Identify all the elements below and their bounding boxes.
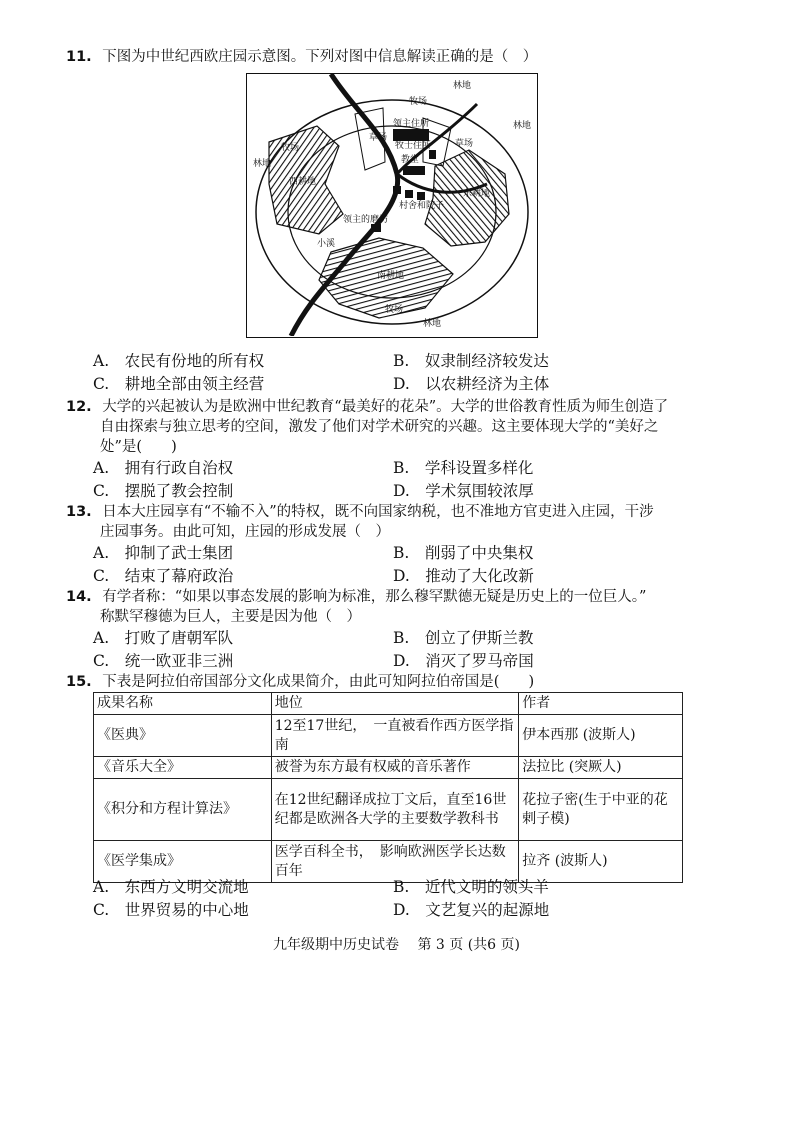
priest-house [403, 166, 425, 175]
q14-line-1 [66, 587, 646, 607]
label-meadow-left: 草场 [369, 133, 388, 143]
q13-number: 13. [66, 504, 92, 520]
label-forest-bottom: 林地 [423, 319, 442, 329]
q15-option-c[interactable]: C. 世界贸易的中心地 [93, 901, 249, 919]
q12-stem-3: 处”是( ) [100, 439, 177, 455]
q14-number: 14. [66, 589, 92, 605]
cell-name: 《医学集成》 [94, 841, 272, 883]
q13-option-a[interactable]: A. 抑制了武士集团 [93, 544, 234, 562]
q11-stem: 下图为中世纪西欧庄园示意图。下列对图中信息解读正确的是（ ） [102, 49, 538, 65]
header-status: 地位 [271, 693, 519, 715]
table-row [94, 715, 683, 757]
q13-option-c[interactable]: C. 结束了幕府政治 [93, 567, 234, 585]
label-stream: 小溪 [317, 239, 336, 249]
cottage [393, 186, 401, 194]
q14-option-c[interactable]: C. 统一欧亚非三洲 [93, 652, 234, 670]
q11-stem-line [66, 47, 537, 67]
label-east-field: 东耕地 [463, 189, 491, 199]
q15-line-1 [66, 672, 534, 692]
church [429, 150, 436, 159]
cell-author: 花拉子密(生于中亚的花剌子模) [519, 779, 683, 841]
q13-option-b[interactable]: B. 削弱了中央集权 [393, 544, 534, 562]
q15-option-a[interactable]: A. 东西方文明交流地 [93, 878, 249, 896]
cell-status: 被誉为东方最有权威的音乐著作 [271, 757, 519, 779]
cell-status: 医学百科全书， 影响欧洲医学长达数百年 [271, 841, 519, 883]
table-row [94, 757, 683, 779]
q12-stem-1: 大学的兴起被认为是欧洲中世纪教育“最美好的花朵”。大学的世俗教育性质为师生创造了 [102, 399, 669, 415]
q12-line-1 [66, 397, 668, 417]
q12-option-c[interactable]: C. 摆脱了教会控制 [93, 482, 234, 500]
q15-number: 15. [66, 674, 92, 690]
cottage [405, 190, 413, 198]
label-forest-right: 林地 [513, 121, 532, 131]
q13-line-1 [66, 502, 654, 522]
q13-stem-2: 庄园事务。由此可知，庄园的形成发展（ ） [100, 524, 390, 540]
label-cottages: 村舍和院子 [399, 201, 445, 211]
q12-option-d[interactable]: D. 学术氛围较浓厚 [393, 482, 534, 500]
table-header-row [94, 693, 683, 715]
label-mill: 领主的磨坊 [343, 215, 389, 225]
label-south-field: 南耕地 [377, 271, 405, 281]
q15-stem: 下表是阿拉伯帝国部分文化成果简介，由此可知阿拉伯帝国是( ) [102, 674, 535, 690]
q13-option-d[interactable]: D. 推动了大化改新 [393, 567, 534, 585]
manor-map [246, 73, 538, 338]
q13-stem-1: 日本大庄园享有“不输不入”的特权，既不向国家纳税，也不准地方官吏进入庄园，干涉 [102, 504, 654, 520]
label-priest-house: 牧士住所 [395, 141, 432, 151]
table-row [94, 779, 683, 841]
label-pasture-bottom: 牧场 [385, 305, 404, 315]
q14-stem-2: 称默罕穆德为巨人，主要是因为他（ ） [100, 609, 361, 625]
label-meadow-right: 草场 [455, 139, 474, 149]
cottage [417, 192, 425, 200]
mill [371, 224, 381, 232]
cell-status: 在12世纪翻译成拉丁文后，直至16世纪都是欧洲各大学的主要数学教科书 [271, 779, 519, 841]
cell-author: 法拉比 (突厥人) [519, 757, 683, 779]
label-pasture-top: 牧场 [409, 97, 428, 107]
q11-option-b[interactable]: B. 奴隶制经济较发达 [393, 352, 549, 370]
q12-stem-2: 自由探索与独立思考的空间，激发了他们对学术研究的兴趣。这主要体现大学的“美好之 [100, 419, 659, 435]
culture-achievements-table [93, 692, 683, 883]
q12-option-b[interactable]: B. 学科设置多样化 [393, 459, 534, 477]
label-church: 教堂 [401, 155, 420, 165]
q12-number: 12. [66, 399, 92, 415]
label-forest-left: 林地 [253, 159, 272, 169]
label-forest-top: 林地 [453, 81, 472, 91]
q11-option-a[interactable]: A. 农民有份地的所有权 [93, 352, 265, 370]
header-name: 成果名称 [94, 693, 272, 715]
cell-name: 《医典》 [94, 715, 272, 757]
lord-house [393, 129, 429, 141]
cell-name: 《积分和方程计算法》 [94, 779, 272, 841]
cell-status: 12至17世纪， 一直被看作西方医学指南 [271, 715, 519, 757]
q15-option-d[interactable]: D. 文艺复兴的起源地 [393, 901, 550, 919]
label-lord-house: 领主住所 [393, 119, 430, 129]
cell-author: 伊本西那 (波斯人) [519, 715, 683, 757]
cell-name: 《音乐大全》 [94, 757, 272, 779]
q11-option-c[interactable]: C. 耕地全部由领主经营 [93, 375, 265, 393]
label-west-field: 西耕地 [289, 177, 317, 187]
header-author: 作者 [519, 693, 683, 715]
q11-option-d[interactable]: D. 以农耕经济为主体 [393, 375, 550, 393]
q12-option-a[interactable]: A. 拥有行政自治权 [93, 459, 234, 477]
q14-option-b[interactable]: B. 创立了伊斯兰教 [393, 629, 534, 647]
page-footer: 九年级期中历史试卷 第 3 页 (共6 页) [273, 937, 520, 953]
q14-option-d[interactable]: D. 消灭了罗马帝国 [393, 652, 534, 670]
q11-number: 11. [66, 49, 92, 65]
q14-option-a[interactable]: A. 打败了唐朝军队 [93, 629, 234, 647]
q14-stem-1: 有学者称：“如果以事态发展的影响为标准，那么穆罕默德无疑是历史上的一位巨人。” [102, 589, 647, 605]
cell-author: 拉齐 (波斯人) [519, 841, 683, 883]
label-pasture-left: 牧场 [281, 143, 300, 153]
q15-option-b[interactable]: B. 近代文明的领头羊 [393, 878, 549, 896]
